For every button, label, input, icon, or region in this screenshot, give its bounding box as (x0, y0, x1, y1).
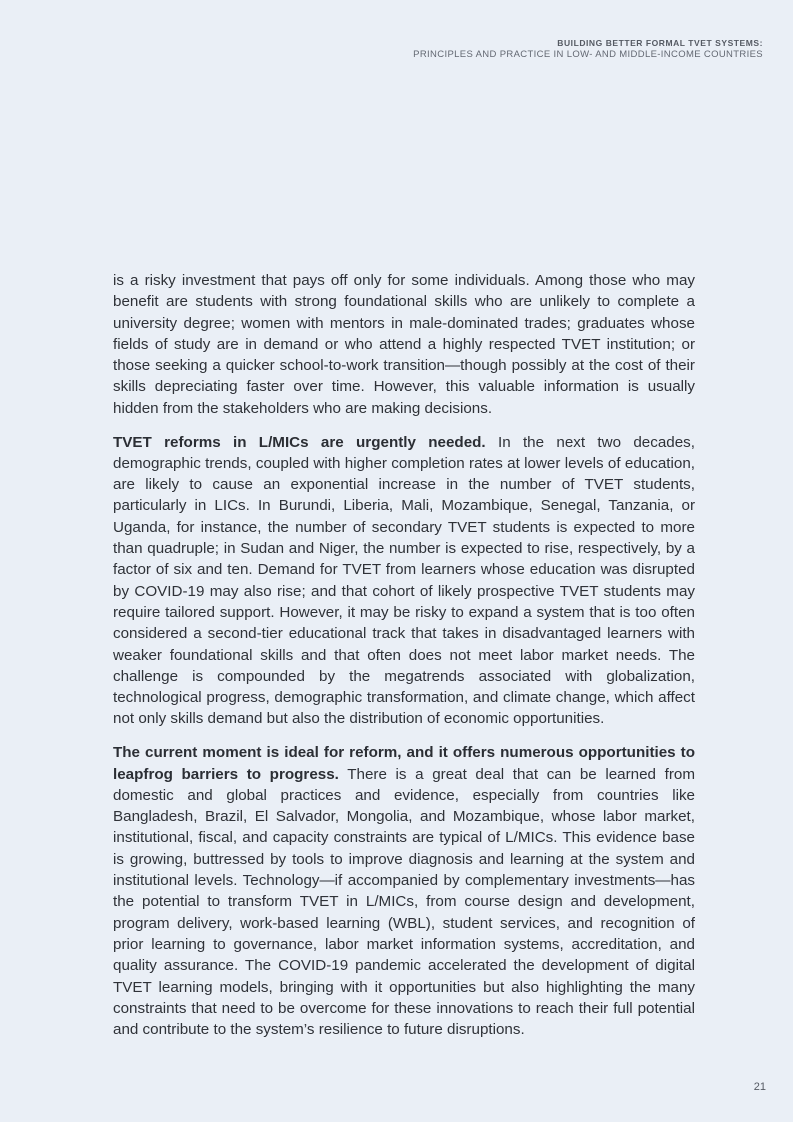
paragraph-3-lead: The current moment is ideal for reform, and it offers numerous opportunities to leapfrog barriers to progress. (113, 744, 695, 783)
header-title: BUILDING BETTER FORMAL TVET SYSTEMS: (557, 38, 763, 48)
body-text (113, 270, 695, 1053)
paragraph-3-text: There is a great deal that can be learned from domestic and global practices and evidence, especially from countries like Bangladesh, Brazil, El Salvador, Mongolia, and Mozambique, whose labor market, institutional, fiscal, and capacity constraints are typical of L/MICs. This evidence base is growing, buttressed by tools to improve diagnosis and learning at the system and institutional levels. Technology—if accompanied by complementary investments—has the potential to transform TVET in L/MICs, from course design and development, program delivery, work-based learning (WBL), student services, and recognition of prior learning to governance, labor market information systems, accreditation, and quality assurance. The COVID-19 pandemic accelerated the development of digital TVET learning models, bringing with it opportunities but also highlighting the many constraints that need to be overcome for these innovations to reach their full potential and contribute to the system’s resilience to future disruptions. (113, 765, 695, 1039)
page-number: 21 (753, 1081, 766, 1093)
paragraph-2-text: In the next two decades, demographic trends, coupled with higher completion rates at lower levels of education, are likely to cause an exponential increase in the number of TVET students, particularly in LICs. In Burundi, Liberia, Mali, Mozambique, Senegal, Tanzania, or Uganda, for instance, the number of secondary TVET students is expected to more than quadruple; in Sudan and Niger, the number is expected to rise, respectively, by a factor of six and ten. Demand for TVET from learners whose education was disrupted by COVID-19 may also rise; and that cohort of likely prospective TVET students may require tailored support. However, it may be risky to expand a system that is too often considered a second-tier educational track that takes in disadvantaged learners with weaker foundational skills and that often does not meet labor market needs. The challenge is compounded by the megatrends associated with globalization, technological progress, demographic transformation, and climate change, which affect not only skills demand but also the distribution of economic opportunities. (113, 433, 695, 728)
paragraph-3 (113, 742, 695, 1040)
paragraph-2 (113, 432, 695, 730)
running-header (413, 37, 763, 61)
header-subtitle: PRINCIPLES AND PRACTICE IN LOW- AND MIDDLE-INCOME COUNTRIES (413, 49, 763, 60)
paragraph-1: is a risky investment that pays off only for some individuals. Among those who may benefit are students with strong foundational skills who are unlikely to complete a university degree; women with mentors in male-dominated trades; graduates whose fields of study are in demand or who attend a highly respected TVET institution; or those seeking a quicker school-to-work transition—though possibly at the cost of their skills depreciating faster over time. However, this valuable information is usually hidden from the stakeholders who are making decisions. (113, 272, 695, 417)
paragraph-2-lead: TVET reforms in L/MICs are urgently needed. (113, 433, 486, 451)
